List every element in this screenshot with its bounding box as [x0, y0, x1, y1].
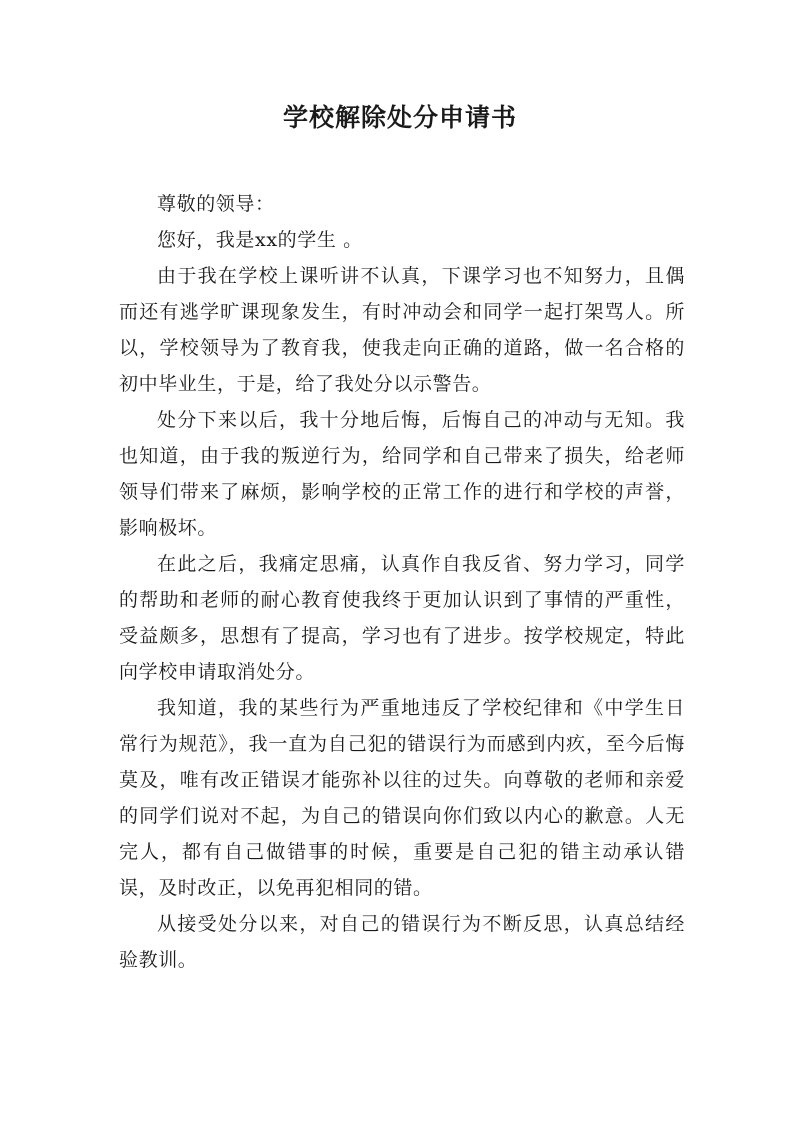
paragraph: 我知道，我的某些行为严重地违反了学校纪律和《中学生日常行为规范》，我一直为自己犯的错误行为而感到内疚，至今后悔莫及，唯有改正错误才能弥补以往的过失。向尊敬的老师和亲爱的同学们说对不起，为自己的错误向你们致以内心的歉意。人无完人，都有自己做错事的时候，重要是自己犯的错主动承认错误，及时改正，以免再犯相同的错。	[119, 697, 685, 899]
salutation: 尊敬的领导：	[157, 193, 275, 215]
paragraph: 处分下来以后，我十分地后悔，后悔自己的冲动与无知。我也知道，由于我的叛逆行为，给同学和自己带来了损失，给老师领导们带来了麻烦，影响学校的正常工作的进行和学校的声誉，影响极坏。	[119, 409, 685, 539]
document-title: 学校解除处分申请书	[282, 103, 517, 132]
paragraph: 由于我在学校上课听讲不认真，下课学习也不知努力，且偶而还有逃学旷课现象发生，有时冲动会和同学一起打架骂人。所以，学校领导为了教育我，使我走向正确的道路，做一名合格的初中毕业生，于是，给了我处分以示警告。	[119, 265, 685, 395]
paragraph: 从接受处分以来，对自己的错误行为不断反思，认真总结经验教训。	[119, 913, 685, 971]
document-body	[119, 186, 685, 978]
paragraph: 在此之后，我痛定思痛，认真作自我反省、努力学习，同学的帮助和老师的耐心教育使我终于更加认识到了事情的严重性，受益颇多，思想有了提高，学习也有了进步。按学校规定，特此向学校申请取消处分。	[119, 553, 685, 683]
greeting: 您好，我是xx的学生 。	[157, 229, 363, 251]
